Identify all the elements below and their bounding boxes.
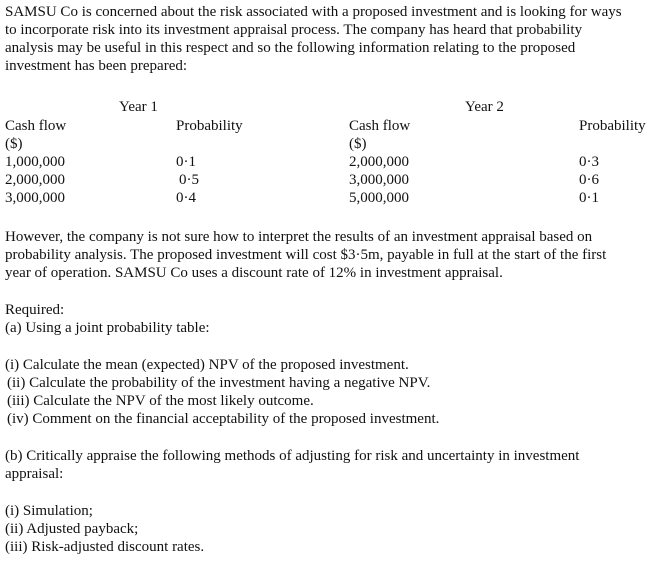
- y1-probability: 0·5: [179, 172, 199, 188]
- para-line: However, the company is not sure how to interpret the results of an investment appraisal based on: [5, 229, 593, 245]
- part-b-line: (b) Critically appraise the following methods of adjusting for risk and uncertainty in investment: [5, 448, 580, 464]
- part-a-item: (ii) Calculate the probability of the investment having a negative NPV.: [7, 375, 431, 391]
- intro-line: investment has been prepared:: [5, 58, 188, 74]
- y2-cash-flow: 3,000,000: [349, 172, 409, 188]
- part-b-line: appraisal:: [5, 466, 64, 482]
- cash-flow-header: Cash flow: [349, 118, 411, 134]
- para-line: probability analysis. The proposed investment will cost $3·5m, payable in full at the start of the first: [5, 247, 607, 263]
- y1-probability: 0·1: [176, 154, 196, 170]
- year1-header: Year 1: [119, 99, 158, 115]
- part-a-item: (iii) Calculate the NPV of the most likely outcome.: [7, 393, 314, 409]
- probability-header: Probability: [176, 118, 243, 134]
- year2-header: Year 2: [465, 99, 504, 115]
- y1-cash-flow: 1,000,000: [5, 154, 65, 170]
- part-b-item: (iii) Risk-adjusted discount rates.: [5, 539, 205, 555]
- part-b-item: (ii) Adjusted payback;: [5, 521, 139, 537]
- intro-line: analysis may be useful in this respect and so the following information relating to the proposed: [5, 40, 576, 56]
- part-a-item: (i) Calculate the mean (expected) NPV of the proposed investment.: [5, 357, 409, 373]
- y1-cash-flow: 2,000,000: [5, 172, 65, 188]
- part-a-item: (iv) Comment on the financial acceptability of the proposed investment.: [7, 411, 440, 427]
- y2-probability: 0·6: [579, 172, 599, 188]
- part-b-item: (i) Simulation;: [5, 503, 93, 519]
- intro-line: to incorporate risk into its investment appraisal process. The company has heard that probability: [5, 22, 583, 38]
- intro-line: SAMSU Co is concerned about the risk associated with a proposed investment and is looking for ways: [5, 4, 622, 20]
- y2-cash-flow: 2,000,000: [349, 154, 409, 170]
- cash-flow-header: Cash flow: [5, 118, 67, 134]
- required-heading: Required:: [5, 302, 65, 318]
- currency-label: ($): [5, 136, 23, 152]
- y2-probability: 0·1: [579, 190, 599, 206]
- probability-header: Probability: [579, 118, 646, 134]
- y1-cash-flow: 3,000,000: [5, 190, 65, 206]
- currency-label: ($): [349, 136, 367, 152]
- para-line: year of operation. SAMSU Co uses a discount rate of 12% in investment appraisal.: [5, 265, 503, 281]
- part-a-heading: (a) Using a joint probability table:: [5, 320, 210, 336]
- y2-probability: 0·3: [579, 154, 599, 170]
- y2-cash-flow: 5,000,000: [349, 190, 409, 206]
- y1-probability: 0·4: [176, 190, 196, 206]
